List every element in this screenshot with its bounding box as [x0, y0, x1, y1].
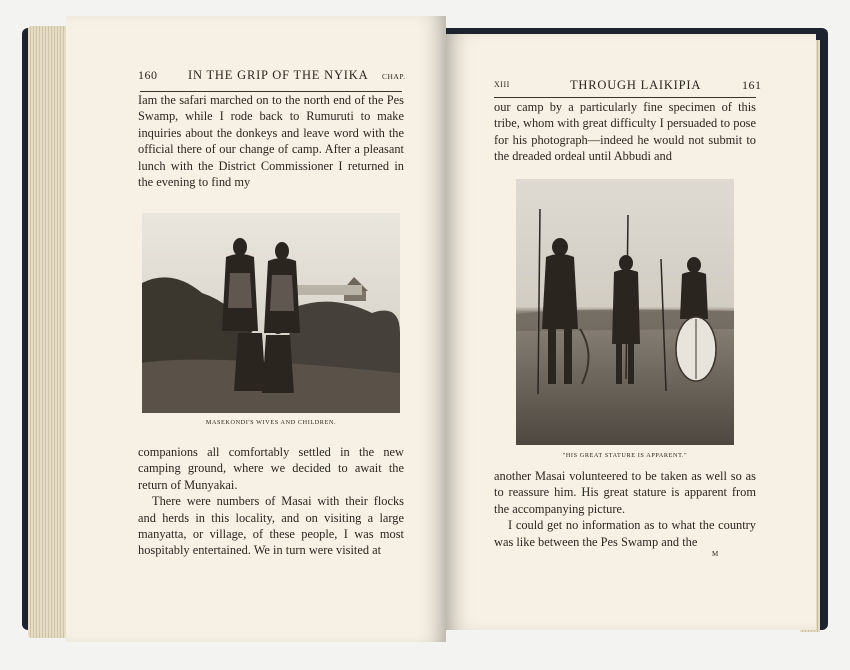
left-page	[66, 16, 446, 642]
page-number-right: 161	[742, 78, 762, 92]
running-head-left: IN THE GRIP OF THE NYIKA	[188, 68, 369, 82]
signature-mark: M	[712, 550, 719, 558]
photo-wives-children	[142, 213, 400, 413]
paragraph-bottom-right: another Masai volunteered to be taken as well so as to reassure him. His great stature is apparent from the accompanying picture. I could get no information as to what the country was like between the Pes Swamp and the	[494, 469, 756, 549]
running-head-right: THROUGH LAIKIPIA	[570, 78, 702, 92]
chapter-label: CHAP.	[382, 72, 406, 81]
chapter-numeral: XIII	[494, 80, 510, 89]
right-page	[446, 34, 816, 630]
header-rule-right	[494, 97, 756, 98]
photo-masai-stature	[516, 179, 734, 445]
paragraph-top-right: our camp by a particularly fine specimen of this tribe, whom with great difficulty I persuaded to pose for his photograph—indeed he would not submit to the dreaded ordeal until Abbudi and	[494, 100, 756, 164]
paragraph-top-left: Iam the safari marched on to the north end of the Pes Swamp, while I rode back to Rumuruti to make inquiries about the donkeys and leave word with the official there of our change of camp. After a pleasant lunch with the District Commissioner I returned in the evening to find my	[138, 93, 404, 190]
caption-left: MASEKONDI'S WIVES AND CHILDREN.	[205, 419, 337, 426]
caption-right: "HIS GREAT STATURE IS APPARENT."	[562, 452, 688, 459]
page-number-left: 160	[138, 68, 158, 82]
paragraph-bottom-left: companions all comfortably settled in the new camping ground, where we decided to await the return of Munyakai. There were numbers of Masai with their flocks and herds in this locality, and on visiting a large manyatta, or village, of these people, I was most hospitably entertained. We in turn were visited at	[138, 445, 404, 558]
